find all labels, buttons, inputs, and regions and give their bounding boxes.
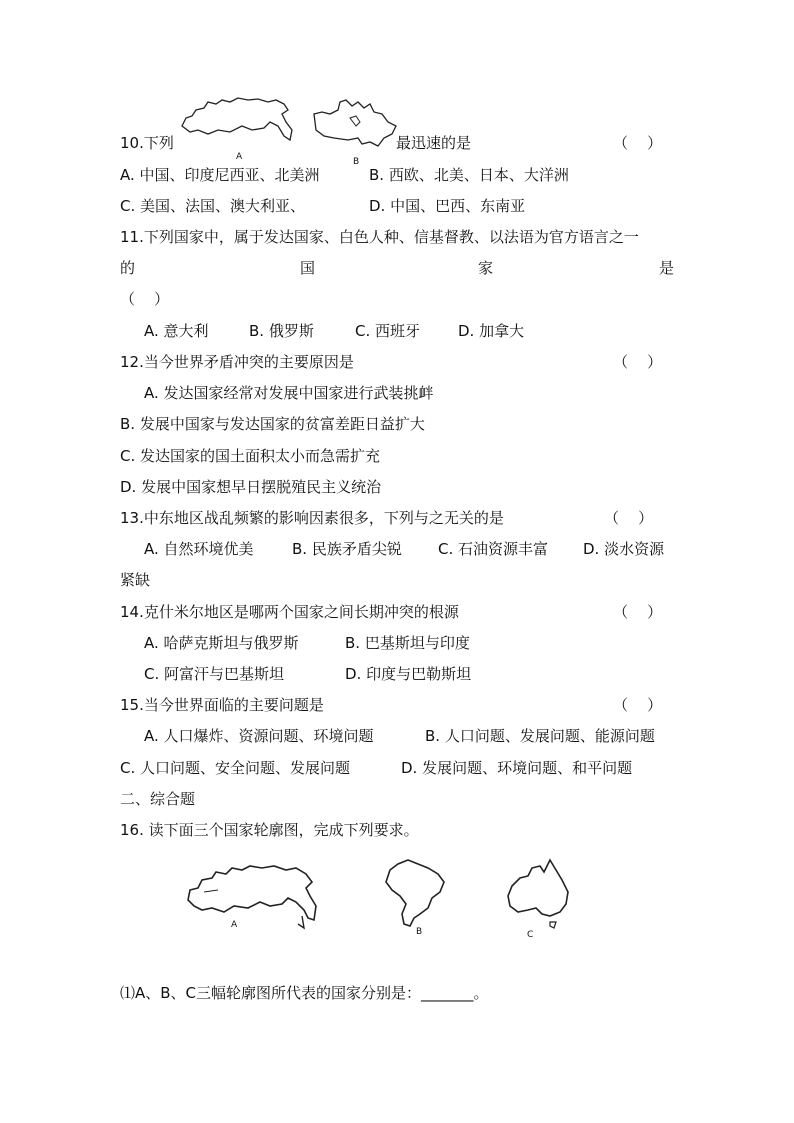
q13-option-d-line2: 紧缺 xyxy=(120,571,151,589)
q10-option-d: D. 中国、巴西、东南亚 xyxy=(369,197,526,215)
q11-stem-word-1: 的 xyxy=(120,259,136,277)
map-label-a: A xyxy=(231,920,238,930)
q14-option-d: D. 印度与巴勒斯坦 xyxy=(345,665,472,683)
q12-option-a: A. 发达国家经常对发展中国家进行武装挑衅 xyxy=(144,384,434,402)
q11-stem-word-4: 是 xyxy=(659,259,675,277)
q15-option-c: C. 人口问题、安全问题、发展问题 xyxy=(120,759,351,777)
canada-outline-map-small xyxy=(312,98,398,154)
q10-option-b: B. 西欧、北美、日本、大洋洲 xyxy=(369,166,569,184)
q11-stem-word-2: 国 xyxy=(300,259,316,277)
q11-stem-word-3: 家 xyxy=(478,259,494,277)
q10-stem-end: 最迅速的是 xyxy=(396,134,472,152)
q10-stem-start: 10.下列 xyxy=(120,134,174,152)
q13-option-d-line1: D. 淡水资源 xyxy=(583,540,665,558)
q12-option-b: B. 发展中国家与发达国家的贫富差距日益扩大 xyxy=(120,415,425,433)
map-label-b: B xyxy=(416,927,423,937)
q15-option-a: A. 人口爆炸、资源问题、环境问题 xyxy=(144,727,374,745)
map-label-c: C xyxy=(527,930,534,940)
q15-option-d: D. 发展问题、环境问题、和平问题 xyxy=(401,759,633,777)
q16-stem: 16. 读下面三个国家轮廓图，完成下列要求。 xyxy=(120,821,419,839)
russia-outline-map-small xyxy=(178,96,296,146)
q14-option-b: B. 巴基斯坦与印度 xyxy=(345,634,470,652)
q15-answer-paren: （ ） xyxy=(613,696,663,714)
q15-option-b: B. 人口问题、发展问题、能源问题 xyxy=(425,727,655,745)
q13-answer-paren: （ ） xyxy=(604,509,654,527)
q10-option-c: C. 美国、法国、澳大利亚、 xyxy=(120,197,306,215)
australia-outline-map xyxy=(506,856,572,930)
brazil-outline-map xyxy=(382,856,448,932)
q11-option-c: C. 西班牙 xyxy=(355,322,421,340)
q11-option-b: B. 俄罗斯 xyxy=(249,322,314,340)
q10-option-a: A. 中国、印度尼西亚、北美洲 xyxy=(120,166,320,184)
q14-option-c: C. 阿富汗与巴基斯坦 xyxy=(144,665,285,683)
q10-answer-paren: （ ） xyxy=(613,134,663,152)
q12-option-d: D. 发展中国家想早日摆脱殖民主义统治 xyxy=(120,478,382,496)
q11-option-a: A. 意大利 xyxy=(144,322,209,340)
q14-answer-paren: （ ） xyxy=(613,603,663,621)
q13-option-a: A. 自然环境优美 xyxy=(144,540,254,558)
q12-stem: 12.当今世界矛盾冲突的主要原因是 xyxy=(120,353,354,371)
russia-outline-map xyxy=(184,862,322,934)
q12-option-c: C. 发达国家的国土面积太小而急需扩充 xyxy=(120,447,381,465)
q14-option-a: A. 哈萨克斯坦与俄罗斯 xyxy=(144,634,299,652)
map-label-b-small: B xyxy=(353,157,360,167)
q14-stem: 14.克什米尔地区是哪两个国家之间长期冲突的根源 xyxy=(120,603,459,621)
q15-stem: 15.当今世界面临的主要问题是 xyxy=(120,696,324,714)
q16-subquestion-1: ⑴A、B、C三幅轮廓图所代表的国家分别是：_______。 xyxy=(120,984,489,1002)
q11-stem-line1: 11.下列国家中，属于发达国家、白色人种、信基督教、以法语为官方语言之一 xyxy=(120,228,639,246)
q13-option-b: B. 民族矛盾尖锐 xyxy=(292,540,402,558)
q11-option-d: D. 加拿大 xyxy=(458,322,525,340)
q11-answer-paren: （ ） xyxy=(120,290,170,308)
q12-answer-paren: （ ） xyxy=(613,353,663,371)
q13-stem: 13.中东地区战乱频繁的影响因素很多，下列与之无关的是 xyxy=(120,509,504,527)
map-label-a-small: A xyxy=(236,152,243,162)
q13-option-c: C. 石油资源丰富 xyxy=(438,540,549,558)
section-heading: 二、综合题 xyxy=(120,790,196,808)
